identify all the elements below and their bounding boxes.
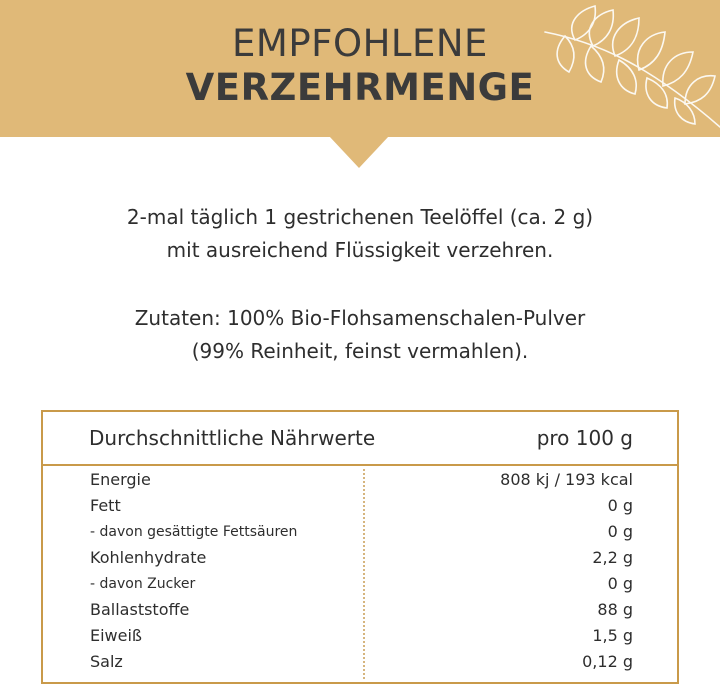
row-value: 0 g xyxy=(607,496,633,515)
nutrition-row-eiweiss xyxy=(43,624,677,650)
banner-title-line1: EMPFOHLENE xyxy=(232,22,488,65)
row-label: Eiweiß xyxy=(90,626,143,645)
nutrition-header-label: Durchschnittliche Nährwerte xyxy=(89,426,376,450)
row-value: 88 g xyxy=(597,600,633,619)
row-label: Ballaststoffe xyxy=(90,600,190,619)
nutrition-row-energie xyxy=(43,468,677,494)
nutrition-row-fett xyxy=(43,494,677,520)
row-label: - davon Zucker xyxy=(90,576,196,592)
nutrition-row-gesaettigte-fettsaeuren xyxy=(43,520,677,546)
row-label: - davon gesättigte Fettsäuren xyxy=(90,524,298,540)
nutrition-row-ballaststoffe xyxy=(43,598,677,624)
row-label: Fett xyxy=(90,496,121,515)
nutrition-table-header xyxy=(43,412,677,464)
header-divider xyxy=(43,464,677,466)
row-label: Kohlenhydrate xyxy=(90,548,207,567)
row-value: 1,5 g xyxy=(592,626,633,645)
dosage-line1: 2-mal täglich 1 gestrichenen Teelöffel (ca. 2 g) xyxy=(126,205,594,229)
row-label: Energie xyxy=(90,470,151,489)
row-value: 0 g xyxy=(607,522,633,541)
nutrition-row-kohlenhydrate xyxy=(43,546,677,572)
nutrition-table xyxy=(41,410,679,684)
row-value: 0 g xyxy=(607,574,633,593)
nutrition-header-value: pro 100 g xyxy=(536,426,633,450)
dosage-line2: mit ausreichend Flüssigkeit verzehren. xyxy=(166,238,554,262)
ingredients-line1: Zutaten: 100% Bio-Flohsamenschalen-Pulver xyxy=(134,306,586,330)
nutrition-row-zucker xyxy=(43,572,677,598)
nutrition-row-salz xyxy=(43,650,677,676)
row-value: 808 kj / 193 kcal xyxy=(500,470,633,489)
ingredients-line2: (99% Reinheit, feinst vermahlen). xyxy=(191,339,529,363)
row-value: 0,12 g xyxy=(582,652,633,671)
row-value: 2,2 g xyxy=(592,548,633,567)
banner-pointer xyxy=(329,136,389,168)
banner-title-line2: VERZEHRMENGE xyxy=(185,66,535,109)
row-label: Salz xyxy=(90,652,123,671)
